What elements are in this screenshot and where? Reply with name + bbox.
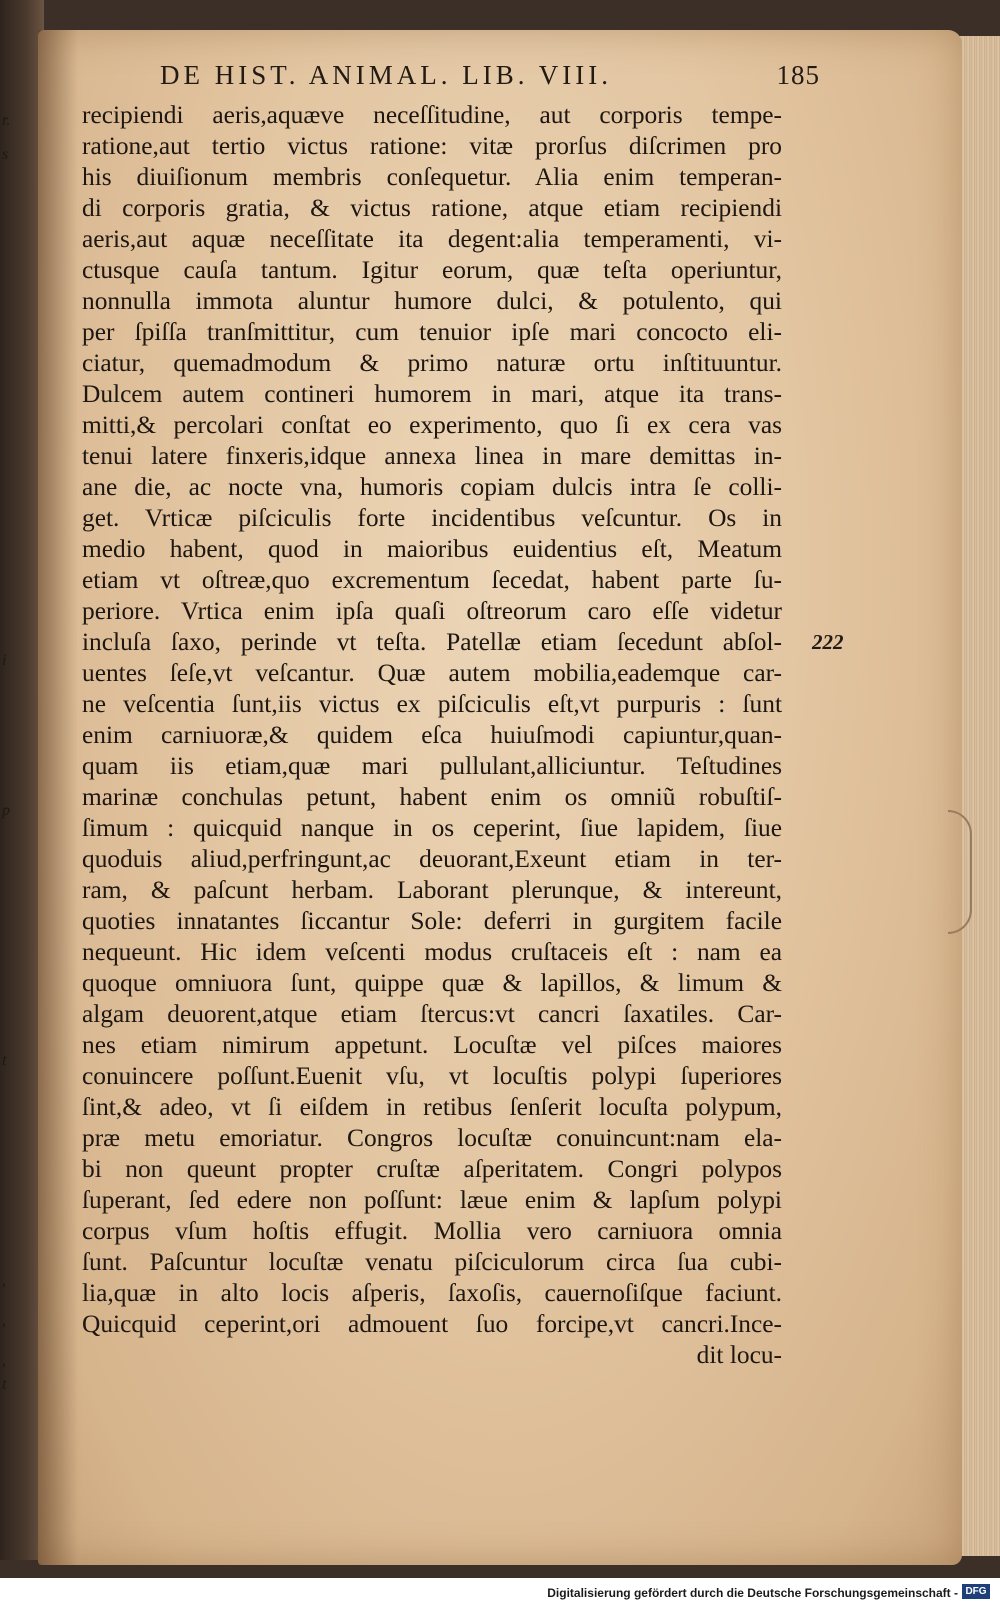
text-line: medio habent, quod in maioribus euidentius eſt, Meatum [82, 535, 782, 563]
page-number: 185 [776, 60, 820, 90]
margin-mark: r. [2, 112, 11, 129]
dfg-logo: DFG [962, 1584, 990, 1599]
text-line: ſuperant, ſed edere non poſſunt: læue enim & lapſum polypi [82, 1186, 782, 1214]
text-line: dit locu- [696, 1341, 782, 1369]
text-line: per ſpiſſa tranſmittitur, cum tenuior ipſe mari concocto eli- [82, 318, 782, 346]
text-line: ne veſcentia ſunt,iis victus ex piſciculis eſt,vt purpuris : ſunt [82, 690, 782, 718]
running-title: DE HIST. ANIMAL. LIB. VIII. [160, 60, 612, 90]
text-line: ctusque cauſa tantum. Igitur eorum, quæ teſta operiuntur, [82, 256, 782, 284]
text-line: tenui latere finxeris,idque annexa linea in mare demittas in- [82, 442, 782, 470]
text-line: conuincere poſſunt.Euenit vſu, vt locuſtis polypi ſuperiores [82, 1062, 782, 1090]
text-line: etiam vt oſtreæ,quo excrementum ſecedat, habent parte ſu- [82, 566, 782, 594]
text-line: quoque omniuora ſunt, quippe quæ & lapillos, & limum & [82, 969, 782, 997]
text-line: recipiendi aeris,aquæve neceſſitudine, aut corporis tempe- [82, 101, 782, 129]
text-line: ciatur, quemadmodum & primo naturæ ortu inſtituuntur. [82, 349, 782, 377]
text-line: Quicquid ceperint,ori admouent ſuo forcipe,vt cancri.Ince- [82, 1310, 782, 1338]
margin-mark: , [2, 1312, 6, 1329]
text-line: incluſa ſaxo, perinde vt teſta. Patellæ etiam ſecedunt abſol- [82, 628, 782, 656]
running-header [160, 60, 820, 91]
text-line: nonnulla immota aluntur humore dulci, & potulento, qui [82, 287, 782, 315]
text-line: ſunt. Paſcuntur locuſtæ venatu piſciculorum circa ſua cubi- [82, 1248, 782, 1276]
text-line: ram, & paſcunt herbam. Laborant plerunque, & intereunt, [82, 876, 782, 904]
text-line: marinæ conchulas petunt, habent enim os omniũ robuſtiſ- [82, 783, 782, 811]
text-line: periore. Vrtica enim ipſa quaſi oſtreorum caro eſſe videtur [82, 597, 782, 625]
margin-mark: , [2, 1272, 6, 1289]
text-line: bi non queunt propter cruſtæ aſperitatem. Congri polypos [82, 1155, 782, 1183]
footer-bar [0, 1578, 1000, 1616]
text-line: mitti,& percolari conſtat eo experimento, quo ſi ex cera vas [82, 411, 782, 439]
text-line: quoties innatantes ſiccantur Sole: deferri in gurgitem facile [82, 907, 782, 935]
text-line: ſint,& adeo, vt ſi eiſdem in retibus ſenſerit locuſta polypum, [82, 1093, 782, 1121]
text-line: ane die, ac nocte vna, humoris copiam dulcis intra ſe colli- [82, 473, 782, 501]
text-line: quoduis aliud,perfringunt,ac deuorant,Exeunt etiam in ter- [82, 845, 782, 873]
text-line: his diuiſionum membris conſequetur. Alia enim temperan- [82, 163, 782, 191]
text-line: algam deuorent,atque etiam ſtercus:vt cancri ſaxatiles. Car- [82, 1000, 782, 1028]
text-line: ſimum : quicquid nanque in os ceperint, ſiue lapidem, ſiue [82, 814, 782, 842]
text-line: nes etiam nimirum appetunt. Locuſtæ vel piſces maiores [82, 1031, 782, 1059]
margin-mark: t [2, 1052, 7, 1069]
text-line: enim carniuoræ,& quidem eſca huiuſmodi capiuntur,quan- [82, 721, 782, 749]
text-line: nequeunt. Hic idem veſcenti modus cruſtaceis eſt : nam ea [82, 938, 782, 966]
margin-mark: , [2, 1352, 6, 1369]
text-line: corpus vſum hoſtis effugit. Mollia vero carniuora omnia [82, 1217, 782, 1245]
text-line: get. Vrticæ piſciculis forte incidentibus veſcuntur. Os in [82, 504, 782, 532]
text-line: Dulcem autem contineri humorem in mari, atque ita trans- [82, 380, 782, 408]
text-line: aeris,aut aquæ neceſſitate ita degent:alia temperamenti, vi- [82, 225, 782, 253]
page-gutter-shadow [38, 30, 78, 1565]
text-line: di corporis gratia, & victus ratione, atque etiam recipiendi [82, 194, 782, 222]
margin-mark: i [2, 652, 7, 669]
text-line: ratione,aut tertio victus ratione: vitæ prorſus diſcrimen pro [82, 132, 782, 160]
margin-mark: t [2, 1376, 7, 1393]
body-text [82, 100, 782, 1371]
right-margin-note: 222 [812, 630, 844, 654]
footer-credit: Digitalisierung gefördert durch die Deutsche Forschungsgemeinschaft - [547, 1586, 958, 1600]
text-line: lia,quæ in alto locis aſperis, ſaxoſis, cauernoſiſque faciunt. [82, 1279, 782, 1307]
text-line: quam iis etiam,quæ mari pullulant,alliciuntur. Teſtudines [82, 752, 782, 780]
margin-mark: p [2, 802, 10, 819]
text-line: præ metu emoriatur. Congros locuſtæ conuincunt:nam ela- [82, 1124, 782, 1152]
text-line: uentes ſeſe,vt veſcantur. Quæ autem mobilia,eademque car- [82, 659, 782, 687]
margin-mark: s [2, 146, 9, 163]
page-clasp-mark [948, 810, 972, 934]
